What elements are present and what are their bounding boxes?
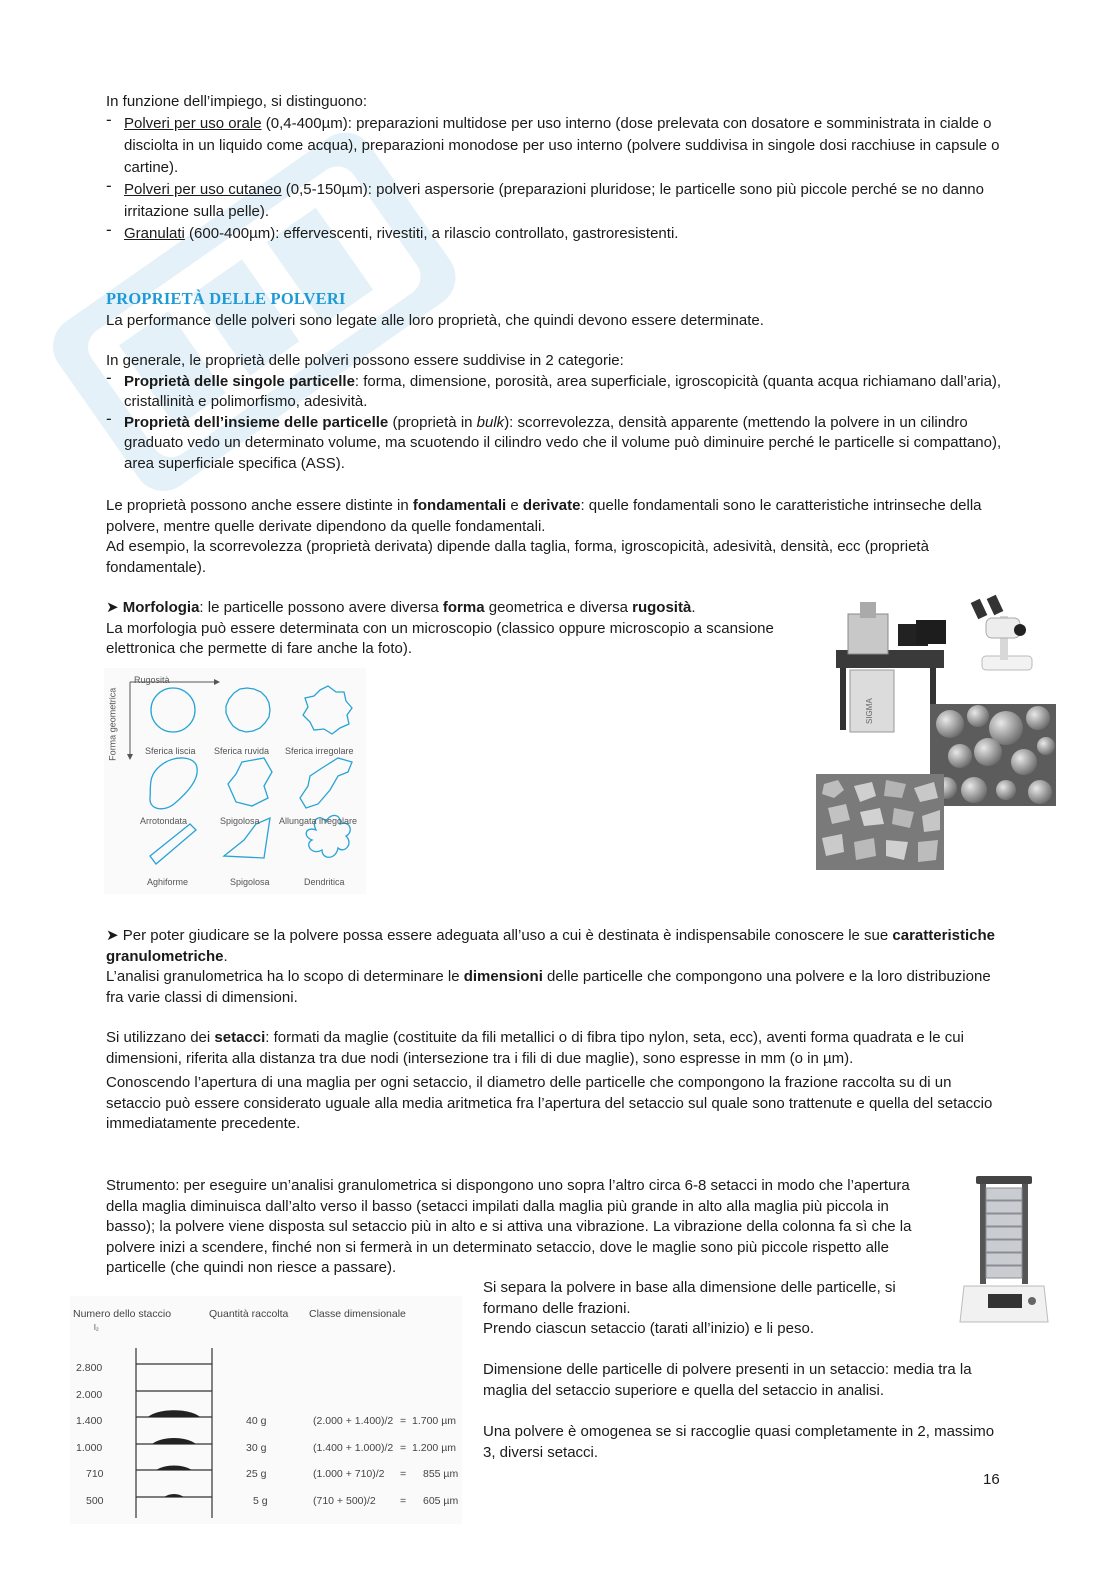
sieves-p3 <box>106 1028 1006 1069</box>
shape-rough-sphere <box>226 688 270 732</box>
bold-run: rugosità <box>632 599 692 616</box>
text-run: delle particelle che compongono una polvere e la loro distribuzione fra varie classi di dimensioni. <box>106 968 991 1006</box>
section-p3 <box>106 496 1006 537</box>
list-item <box>106 113 1006 179</box>
category-text: (proprietà in <box>388 413 477 431</box>
fundamental-derived-block <box>106 496 1006 578</box>
instrument-paragraph: Strumento: per eseguire un’analisi granulometrica si dispongono uno sopra l’altro circa 6-8 setacci in modo che l’apertura della maglia diminuisca dall’alto verso il basso (setacci impilati dalla maglia più grande in alto alla maglia più piccola in basso); la polvere viene disposta sul setaccio più in alto e si attiva una vibrazione. La vibrazione della colonna fa sì che la polvere inizi a scendere, finché non si fermerà in un determinato setaccio, dove le maglie sono più piccole rispetto alle particelle (che quindi non riesce a passare). <box>106 1177 912 1277</box>
fractions-block <box>483 1278 953 1340</box>
bold-run: forma <box>442 599 485 616</box>
item-term: Polveri per uso orale <box>124 114 262 132</box>
text-run: . <box>223 947 228 965</box>
label-dendritic: Dendritica <box>304 877 345 887</box>
sieve-number: 710 <box>86 1468 104 1480</box>
label-rounded: Arrotondata <box>140 816 188 826</box>
sieve-number: 1.400 <box>76 1415 103 1427</box>
col-header-sieve: Numero dello staccio <box>73 1308 172 1320</box>
category-text: ): scorrevolezza, densità apparente (mettendo la polvere in un cilindro graduato vedo un determinato volume, ma scuotendo il cilindro vedo che il volume può diminuire perché le particelle si compattano), area superficiale specifica (ASS). <box>124 413 1002 472</box>
calc: (710 + 500)/2 <box>313 1495 376 1507</box>
list-item <box>106 223 1006 245</box>
item-text: (0,5-150µm): polveri aspersorie (preparazioni pluridose; le particelle sono più piccole perché se no danno irritazione sulla pelle). <box>124 180 984 220</box>
morphology-line2: La morfologia può essere determinata con un microscopio (classico oppure microscopio a scansione elettronica che permette di fare anche la foto). <box>106 619 774 658</box>
text-run: Le proprietà possono anche essere distinte in <box>106 497 413 514</box>
equals: = <box>400 1495 407 1507</box>
shapes-diagram <box>104 668 366 894</box>
quantity: 25 g <box>246 1468 267 1480</box>
item-term: Granulati <box>124 224 185 242</box>
sieves-paragraph <box>106 1028 1006 1135</box>
x-axis-arrowhead <box>214 679 220 685</box>
sieve-number: 500 <box>86 1495 104 1507</box>
list-item <box>106 413 1006 475</box>
shape-rounded <box>150 758 197 809</box>
bold-run: derivate <box>522 497 581 514</box>
text-run: : quelle fondamentali sono le caratteristiche intrinseche della polvere, mentre quelle derivate dipendono da quelle fondamentali. <box>106 497 982 535</box>
morphology-title: Morfologia <box>122 599 200 616</box>
section-p1: La performance delle polveri sono legate alle loro proprietà, che quindi devono essere determinate. <box>106 312 764 329</box>
equals: = <box>400 1415 407 1427</box>
powder-mound-40g <box>148 1410 200 1417</box>
sieve-shaker-image <box>958 1174 1050 1330</box>
page-number: 16 <box>983 1471 1000 1488</box>
fractions-p6: Si separa la polvere in base alla dimensione delle particelle, si formano delle frazioni. <box>483 1279 896 1317</box>
result: 855 µm <box>423 1468 459 1480</box>
col-header-quantity: Quantità raccolta <box>209 1308 289 1320</box>
text-run: Per poter giudicare se la polvere possa essere adeguata all’uso a cui è destinata è indispensabile conoscere le sue <box>122 927 893 944</box>
category-term: Proprietà dell’insieme delle particelle <box>124 413 389 431</box>
text-run: L’analisi granulometrica ha lo scopo di determinare le <box>106 968 464 986</box>
y-axis-label: Forma geometrica <box>107 687 118 761</box>
label-smooth-sphere: Sferica liscia <box>145 746 196 756</box>
sieve-number: 1.000 <box>76 1442 103 1454</box>
categories-list <box>106 372 1006 475</box>
result: 605 µm <box>423 1495 459 1507</box>
powder-mound-5g <box>164 1494 184 1497</box>
section-p2: In generale, le proprietà delle polveri possono essere suddivise in 2 categorie: <box>106 352 624 369</box>
granulometry-block <box>106 926 1006 1008</box>
fractions-p7: Prendo ciascun setaccio (tarati all’inizio) e li peso. <box>483 1320 814 1338</box>
sieve-number: 2.000 <box>76 1389 103 1401</box>
calc: (1.000 + 710)/2 <box>313 1468 385 1480</box>
label-angular: Spigolosa <box>220 816 260 826</box>
col-header-class: Classe dimensionale <box>309 1308 406 1320</box>
text-run: : le particelle possono avere diversa <box>199 599 443 616</box>
microscope-images <box>814 594 1056 870</box>
powder-mound-30g <box>152 1438 196 1444</box>
bold-run: setacci <box>214 1029 266 1046</box>
bold-run: dimensioni <box>463 968 543 986</box>
shape-smooth-sphere <box>151 688 195 732</box>
item-text: (0,4-400µm): preparazioni multidose per uso interno (dose prelevata con dosatore e somministrata in cialde o disciolta in un liquido come acqua), preparazioni monodose per uso interno (polvere suddivisa in singole dosi racchiuse in capsule o cartine). <box>124 114 1000 176</box>
sieve-stack-diagram <box>70 1296 462 1524</box>
properties-block <box>106 351 1006 475</box>
x-axis-label: Rugosità <box>134 675 170 685</box>
col-header-sieve-sub: l₂ <box>94 1323 99 1332</box>
text-run: e <box>506 497 523 514</box>
item-term: Polveri per uso cutaneo <box>124 180 282 198</box>
quantity: 30 g <box>246 1442 267 1454</box>
label-irregular-sphere: Sferica irregolare <box>285 746 354 756</box>
label-angular-2: Spigolosa <box>230 877 270 887</box>
quantity: 40 g <box>246 1415 267 1427</box>
section-p4: Ad esempio, la scorrevolezza (proprietà derivata) dipende dalla taglia, forma, igroscopicità, adesività, densità, ecc (proprietà fondamentale). <box>106 538 929 576</box>
quantity: 5 g <box>253 1495 268 1507</box>
text-run: . <box>691 599 696 616</box>
bold-run: fondamentali <box>412 497 507 514</box>
item-text: (600-400µm): effervescenti, rivestiti, a rilascio controllato, gastroresistenti. <box>184 224 679 242</box>
morphology-block <box>106 598 796 660</box>
sieve-number: 2.800 <box>76 1362 103 1374</box>
category-text: : forma, dimensione, porosità, area superficiale, igroscopicità (quanta acqua richiamano dall’aria), cristallinità e polimorfismo, adesività. <box>124 372 1002 411</box>
text-run: : formati da maglie (costituite da fili metallici o di fibra tipo nylon, seta, ecc), aventi forma quadrata e le cui dimensioni, riferita alla distanza tra due nodi (intersezione tra i fili di due maglie), sono espresse in mm (o in µm). <box>106 1029 964 1067</box>
calc: (2.000 + 1.400)/2 <box>313 1415 394 1427</box>
text-run: geometrica e diversa <box>484 599 633 616</box>
granulometry-p1 <box>106 926 1006 967</box>
microscope-collage <box>814 594 1056 870</box>
homogeneity-paragraph: Una polvere è omogenea se si raccoglie quasi completamente in 2, massimo 3, diversi setacci. <box>483 1423 995 1461</box>
label-rough-sphere: Sferica ruvida <box>214 746 270 756</box>
morphology-line1 <box>106 598 796 619</box>
equals: = <box>400 1442 407 1454</box>
sem-brand: SIGMA <box>865 698 874 724</box>
sem-spherical-particles <box>930 704 1056 806</box>
shape-elongated-irregular <box>300 758 352 808</box>
bold-run: caratteristiche granulometriche <box>106 927 995 965</box>
text-run: Si utilizzano dei <box>106 1029 215 1046</box>
shapes-figure <box>104 668 366 894</box>
shape-angular <box>228 758 272 806</box>
result: 1.700 µm <box>412 1415 456 1427</box>
powder-mound-25g <box>156 1466 192 1471</box>
category-term: Proprietà delle singole particelle <box>124 372 355 390</box>
y-axis-arrowhead <box>127 754 133 760</box>
intro-block <box>106 92 1006 245</box>
section-title: PROPRIETÀ DELLE POLVERI <box>106 289 346 308</box>
calc: (1.400 + 1.000)/2 <box>313 1442 394 1454</box>
result: 1.200 µm <box>412 1442 456 1454</box>
arrow-icon: ➤ <box>106 927 123 944</box>
label-elongated-irregular: Allungata irregolare <box>279 816 358 826</box>
particle-size-paragraph: Dimensione delle particelle di polvere presenti in un setaccio: media tra la maglia del setaccio superiore e quella del setaccio in analisi. <box>483 1361 972 1399</box>
label-acicular: Aghiforme <box>147 877 189 887</box>
sem-irregular-particles <box>816 774 944 870</box>
sieves-p4: Conoscendo l’apertura di una maglia per ogni setaccio, il diametro delle particelle che compongono la frazione raccolta su di un setaccio può essere considerato uguale alla media aritmetica fra l’apertura del setaccio sul quale sono trattenute e quella del setaccio immediatamente precedente. <box>106 1074 993 1133</box>
list-item <box>106 179 1006 223</box>
intro-lead: In funzione dell’impiego, si distinguono: <box>106 93 367 110</box>
sieve-table-figure <box>70 1296 462 1524</box>
equals: = <box>400 1468 407 1480</box>
list-item <box>106 372 1006 413</box>
category-italic: bulk <box>476 413 505 431</box>
shape-irregular-sphere <box>303 686 352 734</box>
intro-list <box>106 113 1006 245</box>
granulometry-p2 <box>106 967 1006 1008</box>
arrow-icon: ➤ <box>106 599 123 616</box>
